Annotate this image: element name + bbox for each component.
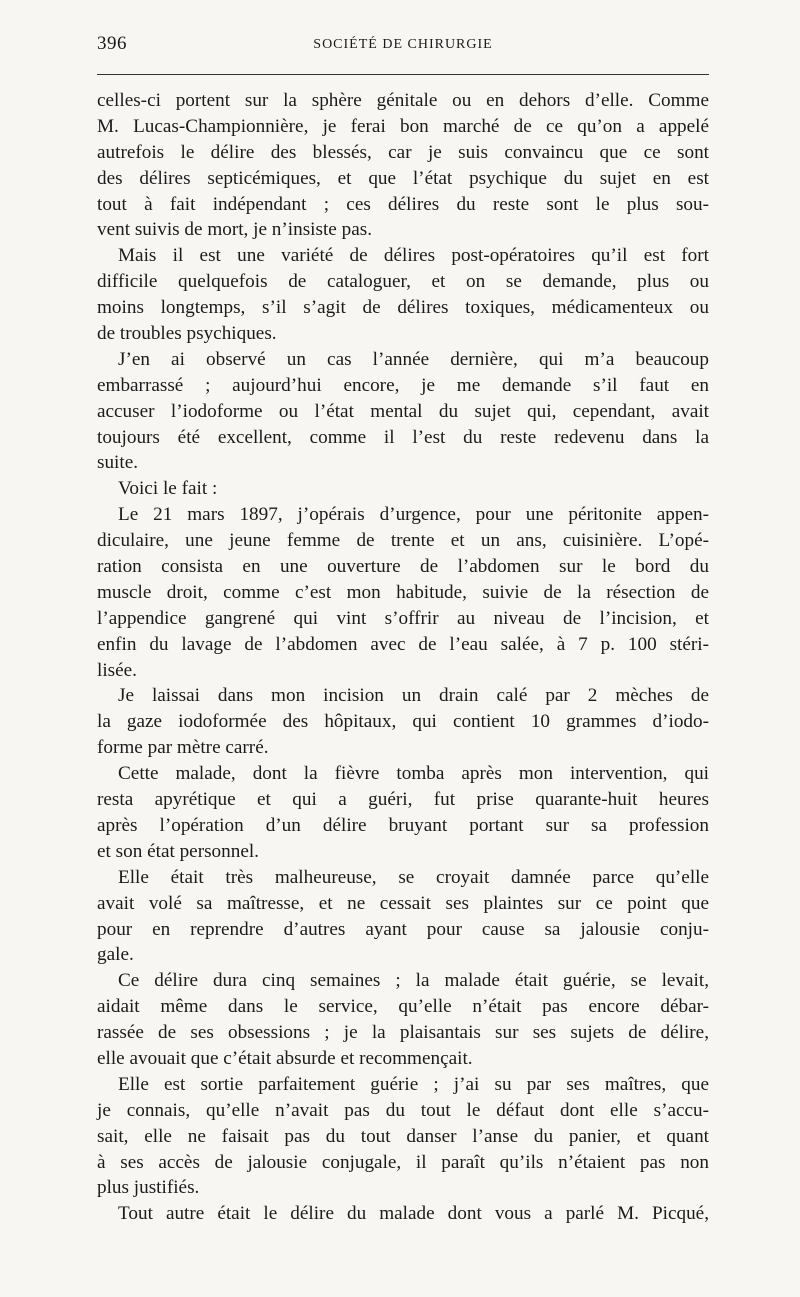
text-line: la gaze iodoformée des hôpitaux, qui contient 10 grammes d’iodo- [97, 711, 709, 733]
text-line: rassée de ses obsessions ; je la plaisantais sur ses sujets de délire, [97, 1022, 709, 1044]
header-rule [97, 74, 709, 75]
text-line: gale. [97, 944, 134, 966]
text-line: aidait même dans le service, qu’elle n’était pas encore débar- [97, 996, 709, 1018]
text-line: Elle était très malheureuse, se croyait damnée parce qu’elle [118, 866, 709, 888]
text-line: moins longtemps, s’il s’agit de délires toxiques, médicamenteux ou [97, 297, 709, 319]
text-line: lisée. [97, 659, 137, 681]
text-line: Tout autre était le délire du malade dont vous a parlé M. Picqué, [118, 1203, 709, 1225]
text-line: plus justifiés. [97, 1177, 200, 1199]
text-line: celles-ci portent sur la sphère génitale ou en dehors d’elle. Comme [97, 90, 709, 111]
text-line: Je laissai dans mon incision un drain calé par 2 mèches de [118, 685, 709, 707]
text-line: Elle est sortie parfaitement guérie ; j’ai su par ses maîtres, que [118, 1073, 709, 1095]
text-line: pour en reprendre d’autres ayant pour cause sa jalousie conju- [97, 918, 709, 940]
text-line: suite. [97, 452, 139, 474]
text-line: muscle droit, comme c’est mon habitude, suivie de la résection de [97, 581, 709, 603]
text-line: difficile quelquefois de cataloguer, et on se demande, plus ou [97, 271, 709, 293]
text-line: et son état personnel. [97, 840, 259, 862]
body-text [97, 88, 709, 1227]
page-number: 396 [97, 33, 127, 54]
text-line: elle avouait que c’était absurde et recommençait. [97, 1047, 473, 1069]
text-line: embarrassé ; aujourd’hui encore, je me demande s’il faut en [97, 374, 709, 396]
text-line: diculaire, une jeune femme de trente et un ans, cuisinière. L’opé- [97, 530, 709, 552]
text-line: Mais il est une variété de délires post-opératoires qu’il est fort [118, 245, 709, 267]
text-line: avait volé sa maîtresse, et ne cessait ses plaintes sur ce point que [97, 892, 709, 914]
text-line: des délires septicémiques, et que l’état psychique du sujet en est [97, 167, 709, 189]
text-line: Le 21 mars 1897, j’opérais d’urgence, pour une péritonite appen- [118, 504, 709, 526]
text-line: Cette malade, dont la fièvre tomba après mon intervention, qui [118, 763, 709, 785]
text-line: forme par mètre carré. [97, 737, 269, 759]
text-line: Voici le fait : [118, 478, 218, 500]
text-line: vent suivis de mort, je n’insiste pas. [97, 219, 372, 241]
text-line: enfin du lavage de l’abdomen avec de l’eau salée, à 7 p. 100 stéri- [97, 633, 709, 655]
text-line: tout à fait indépendant ; ces délires du reste sont le plus sou- [97, 193, 709, 215]
text-line: sait, elle ne faisait pas du tout danser l’anse du panier, et quant [97, 1125, 709, 1147]
text-line: je connais, qu’elle n’avait pas du tout le défaut dont elle s’accu- [97, 1099, 709, 1121]
text-line: de troubles psychiques. [97, 323, 277, 345]
text-line: ration consista en une ouverture de l’abdomen sur le bord du [97, 556, 709, 578]
running-head: SOCIÉTÉ DE CHIRURGIE [313, 37, 493, 52]
text-line: Ce délire dura cinq semaines ; la malade était guérie, se levait, [118, 970, 709, 992]
text-line: après l’opération d’un délire bruyant portant sur sa profession [97, 814, 709, 836]
text-line: l’appendice gangrené qui vint s’offrir au niveau de l’incision, et [97, 607, 709, 629]
page-header [97, 33, 709, 61]
text-line: J’en ai observé un cas l’année dernière, qui m’a beaucoup [118, 348, 709, 370]
text-line: toujours été excellent, comme il l’est du reste redevenu dans la [97, 426, 709, 448]
text-line: accuser l’iodoforme ou l’état mental du sujet qui, cependant, avait [97, 400, 709, 422]
text-line: à ses accès de jalousie conjugale, il paraît qu’ils n’étaient pas non [97, 1151, 709, 1173]
text-line: autrefois le délire des blessés, car je suis convaincu que ce sont [97, 141, 709, 163]
text-line: resta apyrétique et qui a guéri, fut prise quarante-huit heures [97, 789, 709, 811]
text-line: M. Lucas-Championnière, je ferai bon marché de ce qu’on a appelé [97, 115, 709, 137]
